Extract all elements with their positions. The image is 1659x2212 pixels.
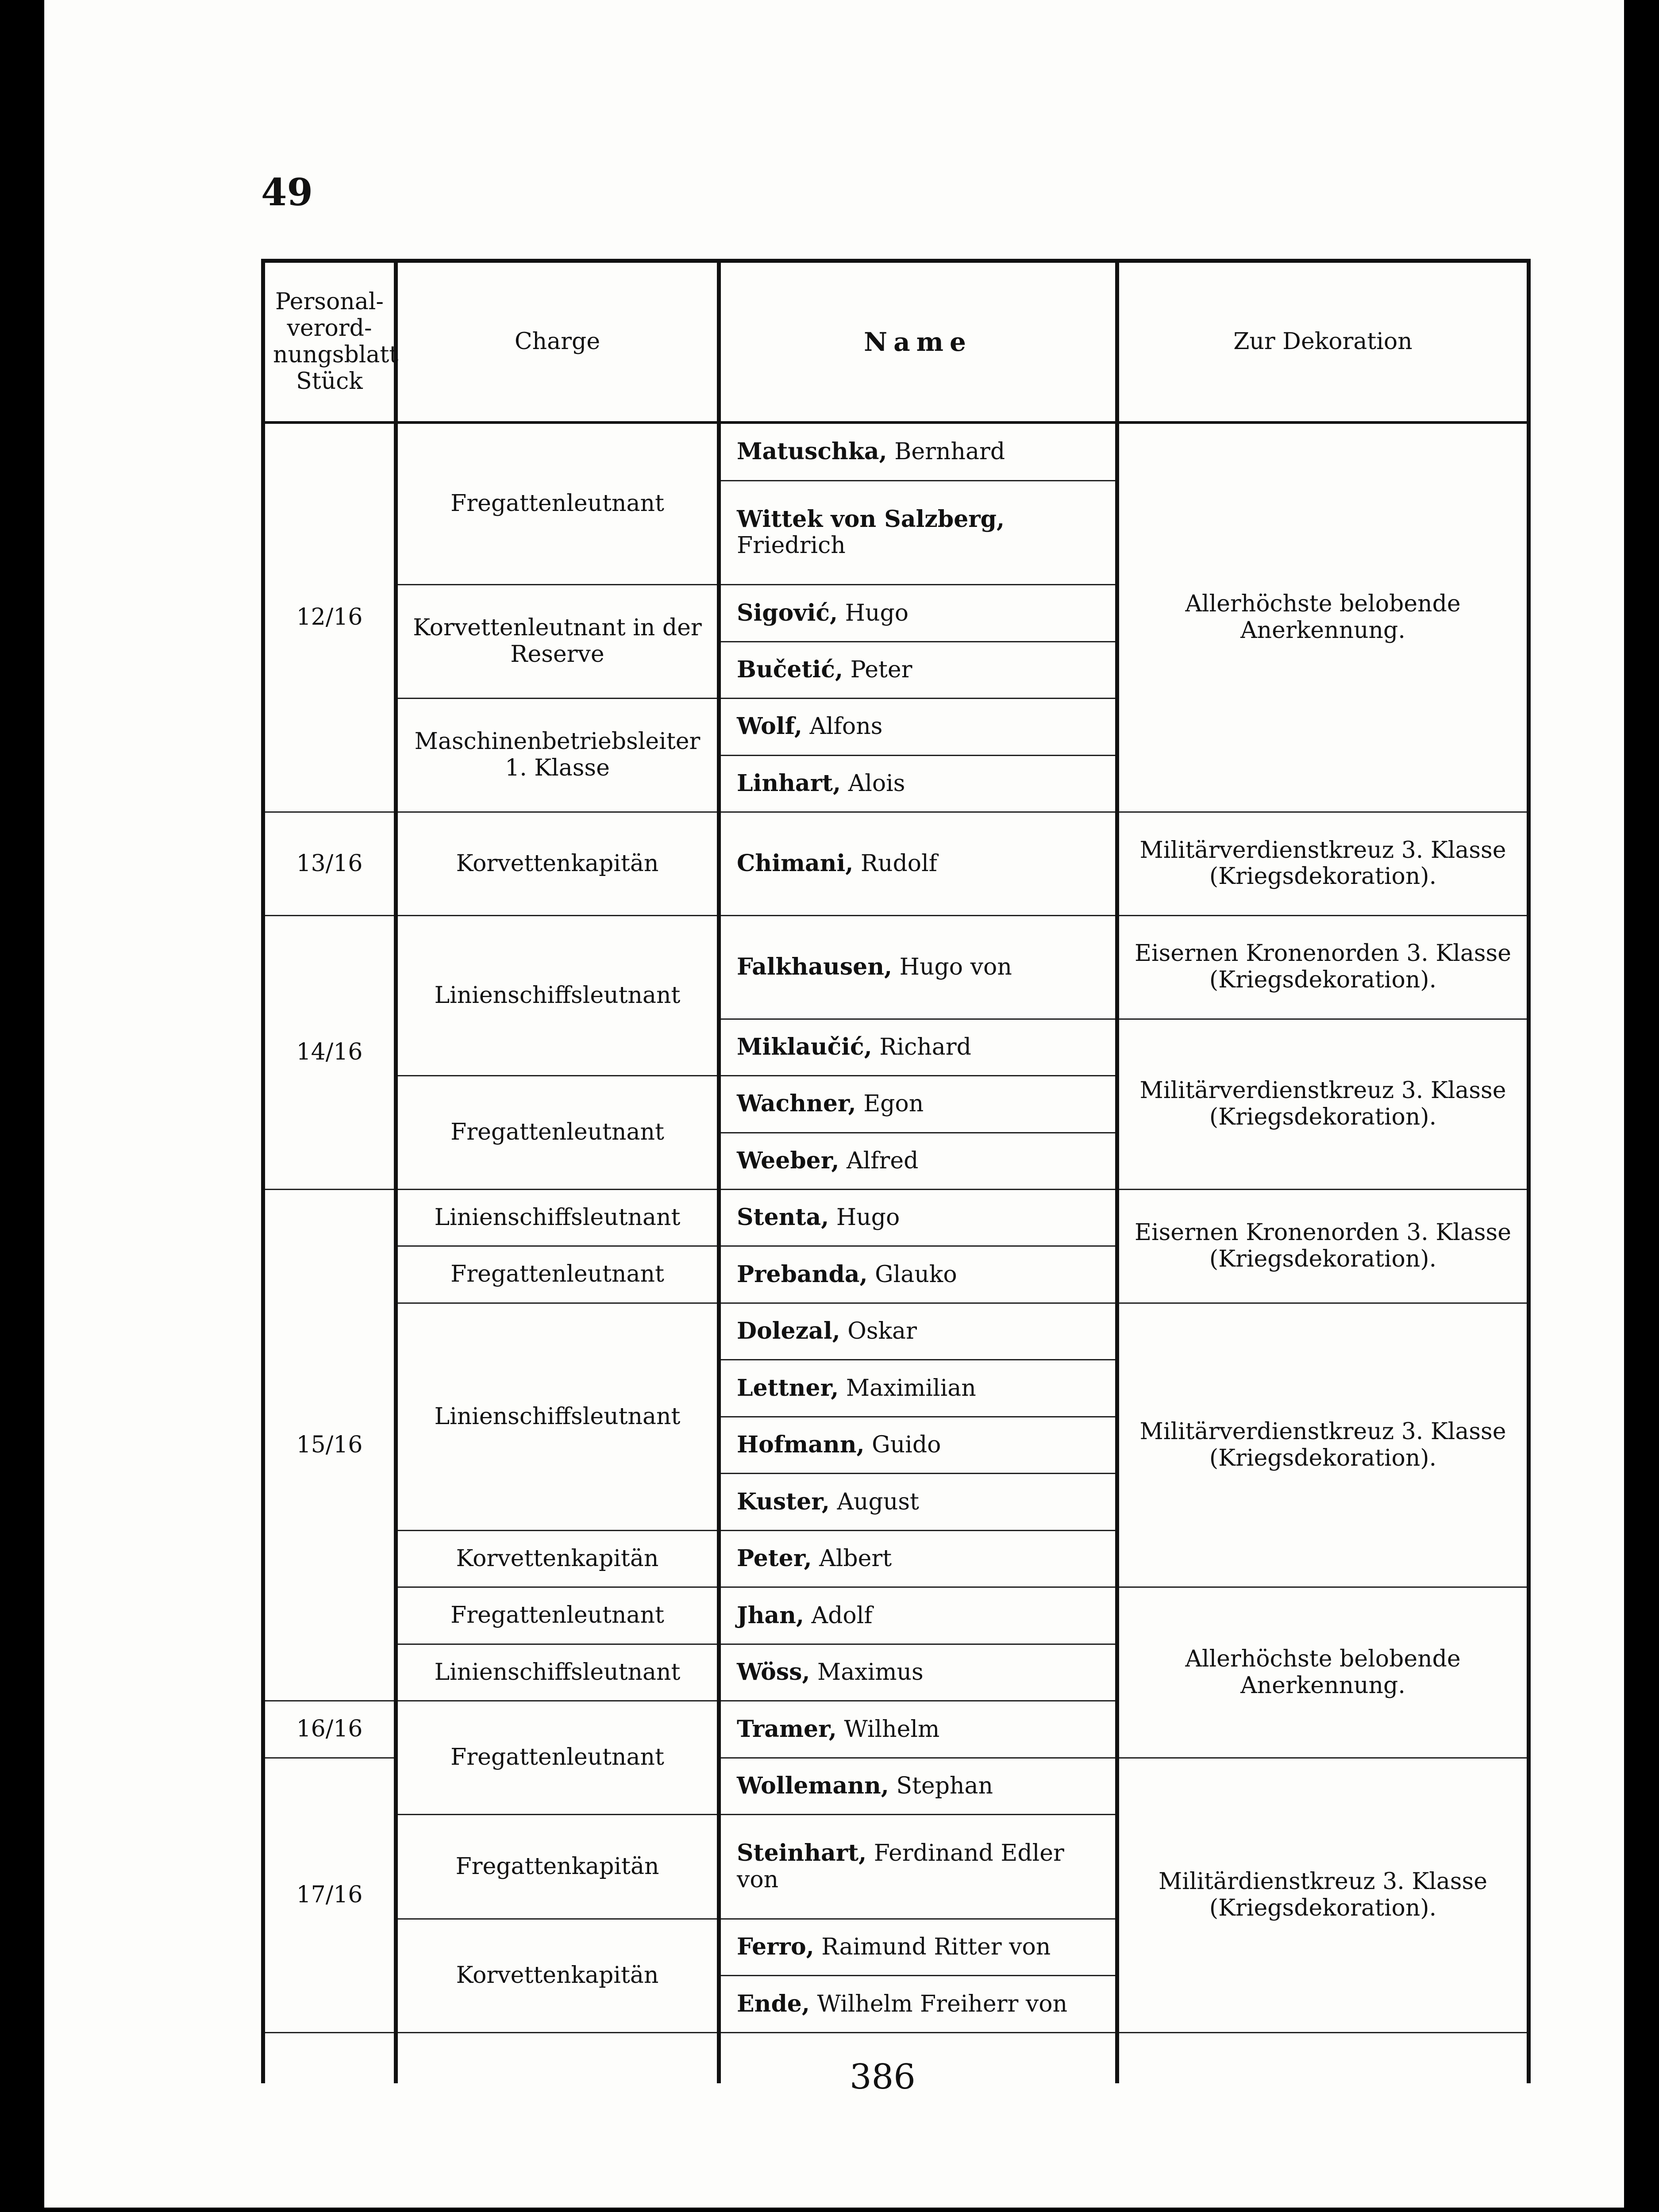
- empty-cell: [719, 2033, 1117, 2084]
- given-name: Hugo: [836, 1204, 900, 1231]
- charge-cell: Linienschiffsleutnant: [396, 1190, 719, 1246]
- name-cell: [719, 1530, 1117, 1587]
- given-name: Maximilian: [846, 1375, 976, 1402]
- charge-cell: Maschinenbetriebsleiter 1. Klasse: [396, 699, 719, 812]
- surname: Sigović,: [737, 599, 838, 626]
- footer-number: 386: [850, 2057, 916, 2097]
- name-cell: [719, 1919, 1117, 1975]
- surname: Dolezal,: [737, 1317, 840, 1345]
- name-cell: [719, 1076, 1117, 1133]
- charge-cell: Korvettenkapitän: [396, 812, 719, 916]
- table-row: [263, 422, 1529, 480]
- empty-cell: [1117, 2033, 1529, 2084]
- surname: Wittek von Salzberg,: [737, 505, 1005, 533]
- page-number: 49: [261, 170, 313, 214]
- given-name: Adolf: [811, 1602, 873, 1629]
- decoration-cell: Eisernen Kronenorden 3. Klasse (Kriegsdekoration).: [1117, 1190, 1529, 1303]
- surname: Wachner,: [737, 1090, 856, 1118]
- surname: Ende,: [737, 1990, 810, 2017]
- table-row: [263, 812, 1529, 916]
- name-cell: [719, 1303, 1117, 1359]
- surname: Falkhausen,: [737, 953, 893, 980]
- name-cell: [719, 1644, 1117, 1701]
- given-name: Alfons: [809, 713, 883, 740]
- charge-cell: Korvettenkapitän: [396, 1530, 719, 1587]
- header-charge: Charge: [396, 261, 719, 423]
- table-header-row: [263, 261, 1529, 423]
- decoration-cell: Militärverdienstkreuz 3. Klasse (Kriegsdekoration).: [1117, 1303, 1529, 1587]
- decoration-cell: Militärverdienstkreuz 3. Klasse (Kriegsdekoration).: [1117, 812, 1529, 916]
- decoration-register-table: [261, 259, 1531, 2083]
- name-cell: [719, 812, 1117, 916]
- name-cell: [719, 1417, 1117, 1473]
- header-stueck: Personal- verord- nungsblatt Stück: [263, 261, 396, 423]
- stueck-cell: 13/16: [263, 812, 396, 916]
- name-cell: [719, 1360, 1117, 1417]
- decoration-cell: Militärverdienstkreuz 3. Klasse (Kriegsdekoration).: [1117, 1019, 1529, 1189]
- header-name: Name: [719, 261, 1117, 423]
- charge-cell: Fregattenleutnant: [396, 1076, 719, 1190]
- stueck-cell: 14/16: [263, 915, 396, 1189]
- surname: Jhan,: [737, 1601, 804, 1629]
- given-name: Friedrich: [737, 532, 846, 559]
- surname: Peter,: [737, 1545, 812, 1572]
- empty-cell: [263, 2033, 396, 2084]
- surname: Tramer,: [737, 1715, 837, 1743]
- charge-cell: Linienschiffsleutnant: [396, 1644, 719, 1701]
- stueck-cell: 16/16: [263, 1701, 396, 1758]
- given-name: Bernhard: [894, 438, 1005, 465]
- given-name: Peter: [850, 657, 912, 683]
- charge-cell: Fregattenkapitän: [396, 1815, 719, 1919]
- surname: Bučetić,: [737, 656, 843, 683]
- charge-cell: Linienschiffsleutnant: [396, 915, 719, 1075]
- charge-cell: Linienschiffsleutnant: [396, 1303, 719, 1530]
- name-cell: [719, 1019, 1117, 1075]
- given-name: Oskar: [847, 1318, 917, 1345]
- given-name: Richard: [879, 1033, 971, 1060]
- name-cell: [719, 699, 1117, 755]
- name-cell: [719, 1246, 1117, 1303]
- decoration-cell: Allerhöchste belobende Anerkennung.: [1117, 1587, 1529, 1758]
- table-row: [263, 1303, 1529, 1359]
- surname: Wöss,: [737, 1659, 810, 1686]
- surname: Weeber,: [737, 1147, 839, 1174]
- document-page: [44, 0, 1624, 2208]
- name-cell: [719, 1701, 1117, 1758]
- surname: Matuschka,: [737, 438, 887, 465]
- given-name: Alois: [848, 770, 905, 797]
- charge-cell: Fregattenleutnant: [396, 1587, 719, 1644]
- given-name: Glauko: [875, 1261, 957, 1288]
- given-name: August: [837, 1488, 919, 1515]
- surname: Miklaučić,: [737, 1033, 872, 1060]
- surname: Wolf,: [737, 713, 802, 740]
- given-name: Alfred: [847, 1147, 919, 1174]
- charge-cell: Korvettenleutnant in der Reserve: [396, 585, 719, 699]
- name-cell: [719, 915, 1117, 1019]
- name-cell: [719, 1587, 1117, 1644]
- header-dekoration: Zur Dekoration: [1117, 261, 1529, 423]
- given-name: Raimund Ritter von: [821, 1934, 1051, 1961]
- given-name: Wilhelm: [844, 1716, 940, 1743]
- name-cell: [719, 755, 1117, 812]
- surname: Ferro,: [737, 1933, 814, 1961]
- given-name: Ferdinand Edler von: [737, 1840, 1064, 1893]
- charge-cell: Korvettenkapitän: [396, 1919, 719, 2032]
- given-name: Albert: [819, 1545, 892, 1572]
- charge-cell: Fregattenleutnant: [396, 422, 719, 585]
- surname: Chimani,: [737, 850, 854, 877]
- table-row: [263, 1190, 1529, 1246]
- surname: Hofmann,: [737, 1431, 865, 1459]
- decoration-cell: Militärdienstkreuz 3. Klasse (Kriegsdekoration).: [1117, 1758, 1529, 2032]
- decoration-cell: Eisernen Kronenorden 3. Klasse (Kriegsdekoration).: [1117, 915, 1529, 1019]
- name-cell: [719, 1976, 1117, 2033]
- name-cell: [719, 585, 1117, 641]
- name-cell: [719, 1474, 1117, 1530]
- decoration-cell: Allerhöchste belobende Anerkennung.: [1117, 422, 1529, 812]
- surname: Linhart,: [737, 769, 841, 797]
- given-name: Wilhelm Freiherr von: [817, 1990, 1068, 2017]
- table-row: [263, 1587, 1529, 1644]
- surname: Steinhart,: [737, 1839, 867, 1867]
- table-row: [263, 915, 1529, 1019]
- surname: Kuster,: [737, 1488, 830, 1515]
- name-cell: [719, 1190, 1117, 1246]
- stueck-cell: 12/16: [263, 422, 396, 812]
- surname: Wollemann,: [737, 1772, 889, 1800]
- given-name: Guido: [872, 1432, 941, 1459]
- name-cell: [719, 422, 1117, 480]
- given-name: Stephan: [896, 1773, 993, 1800]
- name-cell: [719, 1133, 1117, 1189]
- given-name: Egon: [863, 1091, 924, 1118]
- empty-cell: [396, 2033, 719, 2084]
- name-cell: [719, 1758, 1117, 1814]
- given-name: Maximus: [817, 1659, 924, 1686]
- name-cell: [719, 1815, 1117, 1919]
- surname: Stenta,: [737, 1204, 829, 1231]
- charge-cell: Fregattenleutnant: [396, 1701, 719, 1815]
- stueck-cell: 17/16: [263, 1758, 396, 2032]
- surname: Prebanda,: [737, 1260, 868, 1288]
- charge-cell: Fregattenleutnant: [396, 1246, 719, 1303]
- given-name: Hugo von: [899, 953, 1012, 980]
- name-cell: [719, 480, 1117, 585]
- stueck-cell: 15/16: [263, 1190, 396, 1701]
- given-name: Hugo: [845, 599, 909, 626]
- given-name: Rudolf: [860, 850, 937, 877]
- surname: Lettner,: [737, 1374, 839, 1402]
- name-cell: [719, 641, 1117, 698]
